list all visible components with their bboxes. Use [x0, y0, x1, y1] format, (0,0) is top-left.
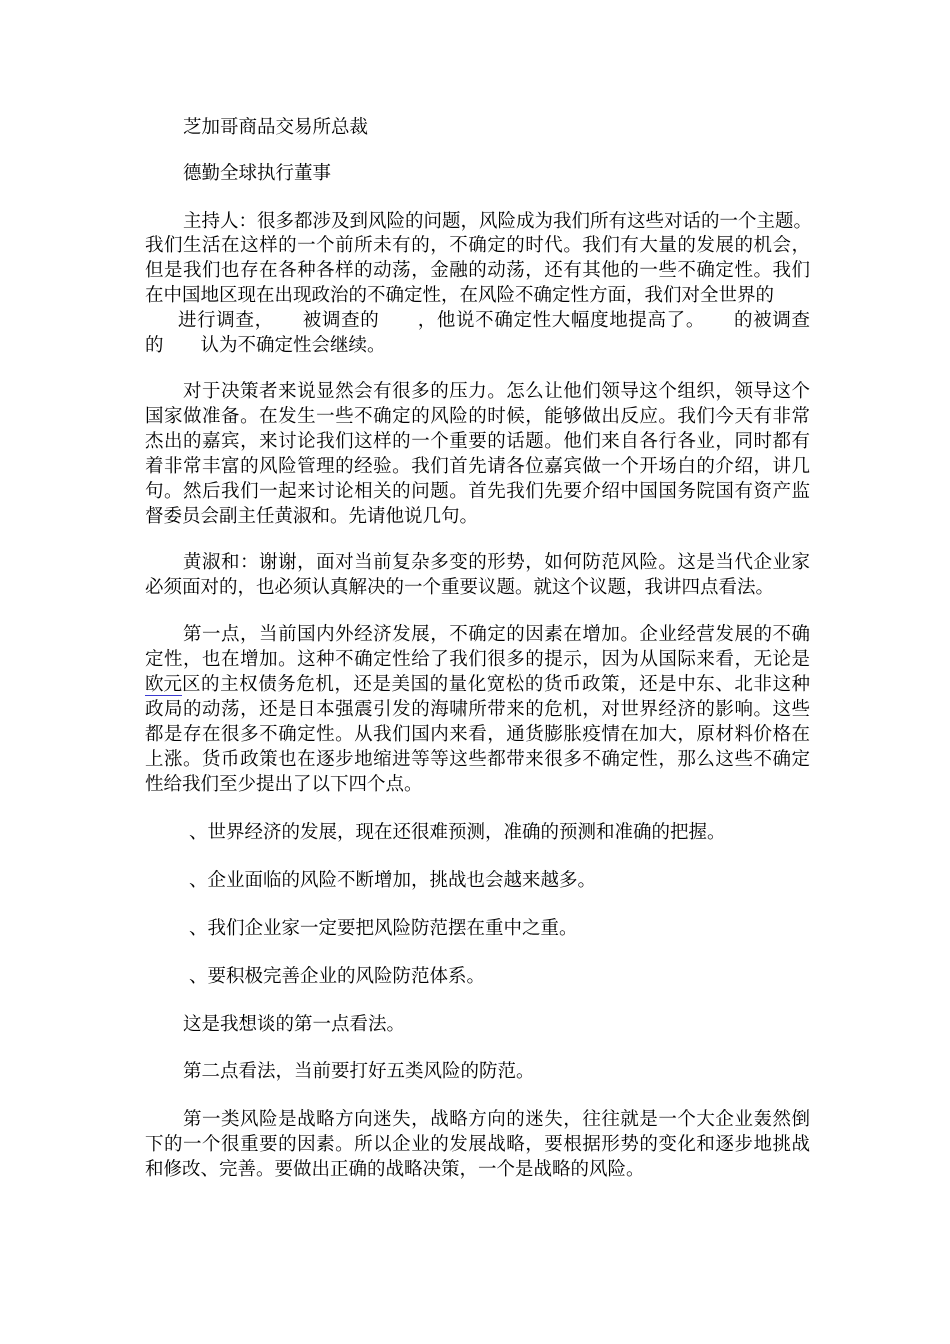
paragraph-line: 杰出的嘉宾，来讨论我们这样的一个重要的话题。他们来自各行各业，同时都有 — [145, 431, 810, 452]
paragraph-line: 第二点看法，当前要打好五类风险的防范。 — [183, 1061, 535, 1082]
paragraph-line: 我们生活在这样的一个前所未有的，不确定的时代。我们有大量的发展的机会， — [145, 235, 810, 256]
paragraph-text: 区的主权债务危机，还是美国的量化宽松的货币政策，还是中东、北非这种 — [182, 674, 810, 695]
paragraph-line: 黄淑和：谢谢，面对当前复杂多变的形势，如何防范风险。这是当代企业家 — [183, 552, 810, 573]
paragraph-line: 第一类风险是战略方向迷失，战略方向的迷失，往往就是一个大企业轰然倒 — [183, 1109, 810, 1130]
list-item: 、世界经济的发展，现在还很难预测，准确的预测和准确的把握。 — [189, 822, 726, 843]
paragraph-line: 进行调查， 被调查的 ，他说不确定性大幅度地提高了。 的被调查 — [178, 310, 810, 331]
paragraph-line: 必须面对的，也必须认真解决的一个重要议题。就这个议题，我讲四点看法。 — [145, 577, 775, 598]
paragraph-line: 着非常丰富的风险管理的经验。我们首先请各位嘉宾做一个开场白的介绍，讲几 — [145, 456, 810, 477]
euro-link[interactable]: 欧元 — [145, 674, 183, 695]
paragraph-line: 国家做准备。在发生一些不确定的风险的时候，能够做出反应。我们今天有非常 — [145, 406, 810, 427]
paragraph-line: 但是我们也存在各种各样的动荡，金融的动荡，还有其他的一些不确定性。我们 — [145, 260, 810, 281]
paragraph-line: 定性，也在增加。这种不确定性给了我们很多的提示，因为从国际来看，无论是 — [145, 649, 810, 670]
paragraph-line — [145, 673, 810, 697]
heading-line-1: 芝加哥商品交易所总裁 — [183, 117, 369, 138]
list-item: 、我们企业家一定要把风险防范摆在重中之重。 — [189, 918, 578, 939]
list-item: 、要积极完善企业的风险防范体系。 — [189, 966, 486, 987]
paragraph-line: 政局的动荡，还是日本强震引发的海啸所带来的危机，对世界经济的影响。这些 — [145, 699, 810, 720]
paragraph-line: 的 认为不确定性会继续。 — [145, 335, 386, 356]
paragraph-line: 下的一个很重要的因素。所以企业的发展战略，要根据形势的变化和逐步地挑战 — [145, 1134, 810, 1155]
paragraph-line: 和修改、完善。要做出正确的战略决策，一个是战略的风险。 — [145, 1159, 645, 1180]
paragraph-line: 上涨。货币政策也在逐步地缩进等等这些都带来很多不确定性，那么这些不确定 — [145, 749, 810, 770]
paragraph-line: 性给我们至少提出了以下四个点。 — [145, 774, 423, 795]
paragraph-line: 主持人：很多都涉及到风险的问题，风险成为我们所有这些对话的一个主题。 — [183, 211, 813, 232]
paragraph-line: 在中国地区现在出现政治的不确定性，在风险不确定性方面，我们对全世界的 — [145, 285, 775, 306]
paragraph-line: 第一点，当前国内外经济发展，不确定的因素在增加。企业经营发展的不确 — [183, 624, 810, 645]
paragraph-line: 这是我想谈的第一点看法。 — [183, 1014, 406, 1035]
paragraph-line: 都是存在很多不确定性。从我们国内来看，通货膨胀疫情在加大，原材料价格在 — [145, 724, 810, 745]
paragraph-line: 对于决策者来说显然会有很多的压力。怎么让他们领导这个组织，领导这个 — [183, 381, 810, 402]
paragraph-line: 督委员会副主任黄淑和。先请他说几句。 — [145, 506, 479, 527]
heading-line-2: 德勤全球执行董事 — [183, 163, 332, 184]
paragraph-line: 句。然后我们一起来讨论相关的问题。首先我们先要介绍中国国务院国有资产监 — [145, 481, 810, 502]
list-item: 、企业面临的风险不断增加，挑战也会越来越多。 — [189, 870, 597, 891]
